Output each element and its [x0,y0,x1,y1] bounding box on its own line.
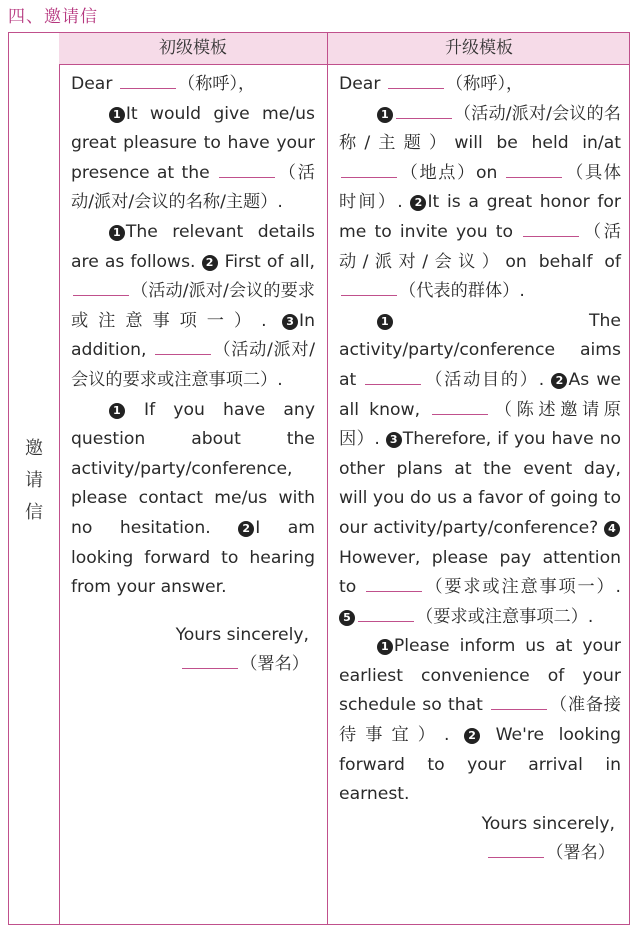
paragraph-text: In addition, [71,310,315,361]
fill-blank [341,281,397,296]
number-2-icon: 2 [238,521,254,537]
advanced-paragraph-3 [339,632,621,810]
number-2-icon: 2 [202,255,218,271]
number-1-icon: 1 [109,225,125,241]
table-header-row [59,33,629,65]
fill-blank [120,74,176,89]
paragraph-hint: （代表的群体）. [399,281,525,302]
fill-blank [366,577,422,592]
number-1-icon: 1 [377,107,393,123]
basic-template-content [71,70,315,680]
column-divider [59,33,60,924]
basic-closing: Yours sincerely, [175,624,309,645]
fill-blank [488,843,544,858]
paragraph-text: It would give me/us great pleasure to have your presence at the [71,103,315,183]
fill-blank [491,695,547,710]
paragraph-text: The relevant details are as follows. [71,221,315,272]
paragraph-text: As we all know, [339,369,621,420]
paragraph-hint: （活动/派对/会议的要求或注意事项一）. [71,281,315,331]
template-table [8,32,630,925]
salutation-hint: （称呼）， [445,74,524,94]
paragraph-hint: （活动/派对/会议的名称/主题）will be held in/at [339,103,621,154]
signature-hint: （署名） [546,843,615,864]
fill-blank [341,163,397,178]
number-4-icon: 4 [604,521,620,537]
paragraph-text: It is a great honor for me to invite you to [339,192,621,242]
paragraph-hint: （陈述邀请原因）. [339,399,621,450]
header-advanced-template: 升级模板 [445,38,513,58]
number-2-icon: 2 [551,373,567,389]
advanced-paragraph-1 [339,100,621,307]
basic-paragraph-3 [71,396,315,603]
paragraph-text: First of all, [218,251,315,272]
paragraph-hint: （活动/派对/会议的名称/主题）. [71,162,315,213]
salutation-hint: （称呼）， [177,74,256,94]
basic-signature-line [71,650,315,680]
salutation-text: Dear [71,74,113,94]
paragraph-hint: （地点）on [399,162,498,183]
paragraph-hint: （准备接待事宜）. [339,695,621,746]
salutation-text: Dear [339,74,381,94]
paragraph-text: I am looking forward to hearing from your answer. [71,517,315,598]
number-1-icon: 1 [377,314,393,330]
paragraph-text: However, please pay attention to [339,547,621,598]
paragraph-hint: （要求或注意事项一）. [423,577,621,598]
fill-blank [388,74,444,89]
section-title: 四、邀请信 [8,7,98,27]
basic-salutation [71,70,315,100]
number-2-icon: 2 [410,195,426,211]
advanced-closing: Yours sincerely, [481,813,615,834]
basic-paragraph-1 [71,100,315,218]
number-5-icon: 5 [339,610,355,626]
fill-blank [365,370,421,385]
row-label-text: 邀请信 [25,438,43,523]
advanced-paragraph-2 [339,307,621,633]
fill-blank [432,400,488,415]
number-3-icon: 3 [282,314,298,330]
fill-blank [182,654,238,669]
advanced-template-content [339,70,621,869]
paragraph-hint: （具体时间）. [339,162,621,213]
paragraph-hint: （活动目的）. [423,369,552,390]
number-2-icon: 2 [464,728,480,744]
paragraph-text: The activity/party/conference aims at [339,310,621,390]
basic-paragraph-2 [71,218,315,396]
number-1-icon: 1 [377,639,393,655]
column-divider [327,33,328,924]
fill-blank [358,607,414,622]
paragraph-hint: （活动/派对/会议）on behalf of [339,221,621,272]
row-label [9,433,59,529]
paragraph-hint: （活动/派对/会议的要求或注意事项二）. [71,340,315,390]
fill-blank [219,163,275,178]
paragraph-text: Therefore, if you have no other plans at the event day, will you do us a favor of going to our activity/party/conference? [339,429,621,538]
paragraph-text: If you have any question about the activity/party/conference, please contact me/us with no hesitation. [71,399,315,538]
advanced-signature-line [339,839,621,869]
signature-hint: （署名） [240,654,309,675]
paragraph-text: Please inform us at your earliest convenience of your schedule so that [339,636,621,716]
paragraph-hint: （要求或注意事项二）. [416,606,594,627]
fill-blank [523,222,579,237]
fill-blank [155,340,211,355]
paragraph-text: We're looking forward to your arrival in earnest. [339,725,621,805]
number-1-icon: 1 [109,107,125,123]
header-basic-template: 初级模板 [159,38,227,58]
number-1-icon: 1 [109,403,125,419]
fill-blank [506,163,562,178]
advanced-salutation [339,70,621,100]
fill-blank [396,104,452,119]
fill-blank [73,281,129,296]
number-3-icon: 3 [386,432,402,448]
